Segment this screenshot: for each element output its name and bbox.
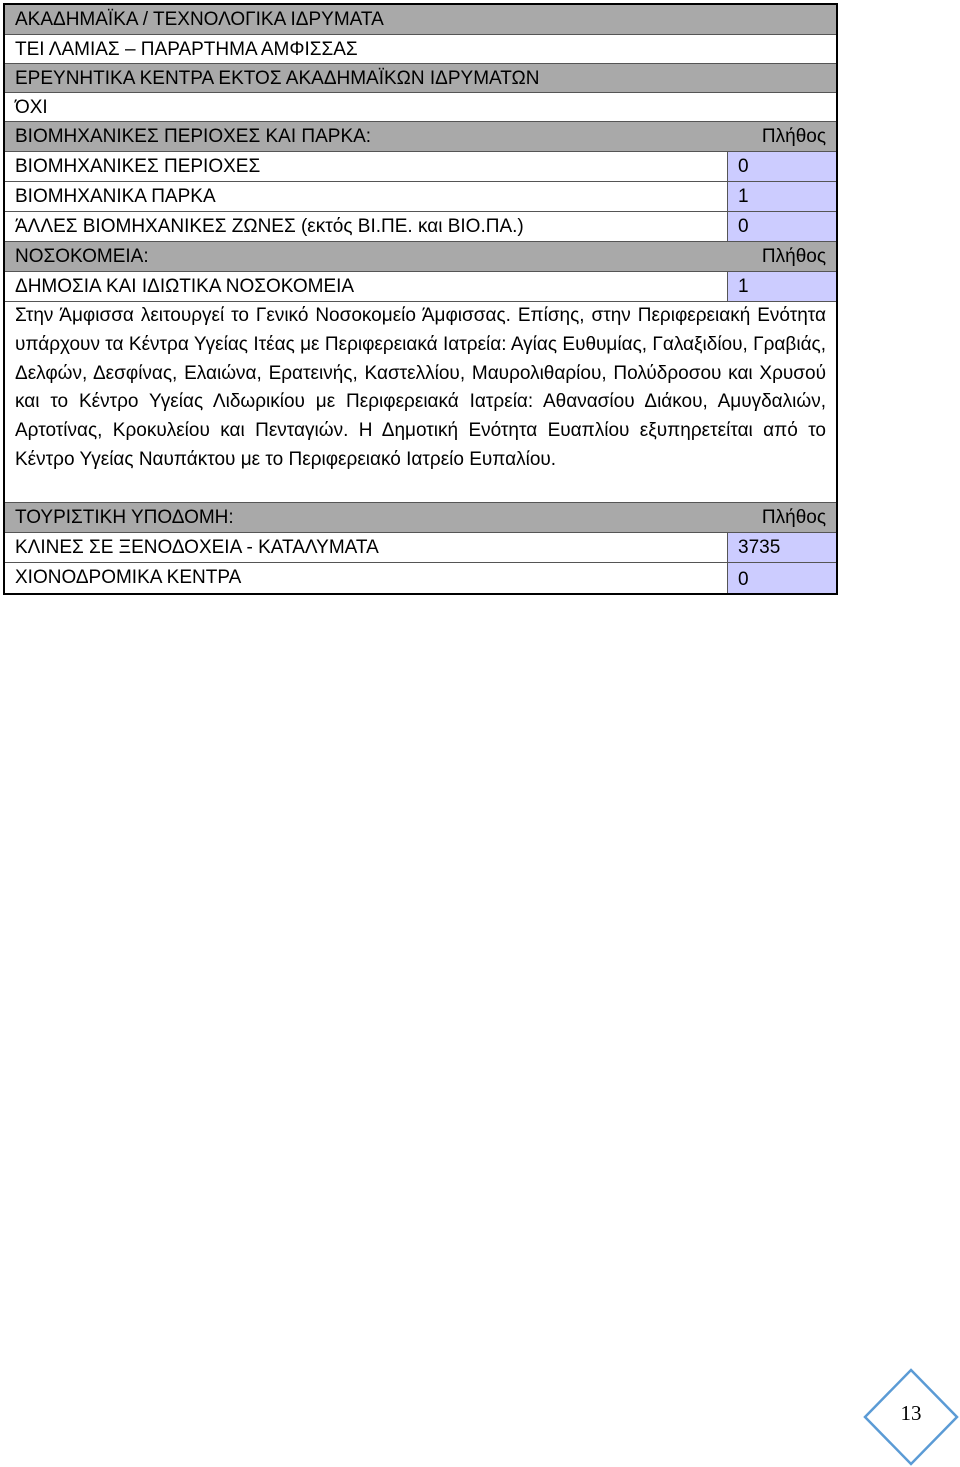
table-row bbox=[5, 271, 836, 301]
row-label: ΒΙΟΜΗΧΑΝΙΚΕΣ ΠΕΡΙΟΧΕΣ bbox=[5, 152, 728, 181]
research-centers-value: ΌΧΙ bbox=[15, 97, 48, 118]
row-value: 0 bbox=[728, 563, 836, 593]
statistics-table bbox=[3, 3, 838, 595]
hospitals-note: Στην Άμφισσα λειτουργεί το Γενικό Νοσοκομείο Άμφισσας. Επίσης, στην Περιφερειακή Ενότητα υπάρχουν τα Κέντρα Υγείας Ιτέας με Περιφερειακά Ιατρεία: Αγίας Ευθυμίας, Γαλαξιδίου, Γραβιάς, Δελφών, Δεσφίνας, Ελαιώνα, Ερατεινής, Καστελλίου, Μαυρολιθαρίου, Πολύδροσου και Χρυσού και το Κέντρο Υγείας Λιδωρικίου με Περιφερειακά Ιατρεία: Αθανασίου Διάκου, Αμυγδαλιών, Αρτοτίνας, Κροκυλείου και Πενταγιών. Η Δημοτική Ενότητα Ευαπλίου εξυπηρετείται από το Κέντρο Υγείας Ναυπάκτου με το Περιφερειακό Ιατρείο Ευπαλίου. bbox=[15, 305, 826, 470]
section-header-hospitals bbox=[5, 241, 836, 271]
section-header-academic bbox=[5, 5, 836, 34]
academic-institution-value: ΤΕΙ ΛΑΜΙΑΣ – ΠΑΡΑΡΤΗΜΑ ΑΜΦΙΣΣΑΣ bbox=[15, 39, 358, 60]
table-row bbox=[5, 532, 836, 562]
row-label: ΧΙΟΝΟΔΡΟΜΙΚΑ ΚΕΝΤΡΑ bbox=[5, 563, 728, 593]
section-header-industrial bbox=[5, 121, 836, 151]
academic-institutions-header: ΑΚΑΔΗΜΑΪΚΑ / ΤΕΧΝΟΛΟΓΙΚΑ ΙΔΡΥΜΑΤΑ bbox=[15, 9, 384, 30]
industrial-header: ΒΙΟΜΗΧΑΝΙΚΕΣ ΠΕΡΙΟΧΕΣ ΚΑΙ ΠΑΡΚΑ: bbox=[15, 126, 372, 147]
tourism-count-label: Πλήθος bbox=[761, 507, 826, 528]
row-value: 1 bbox=[728, 272, 836, 301]
row-label: ΔΗΜΟΣΙΑ ΚΑΙ ΙΔΙΩΤΙΚΑ ΝΟΣΟΚΟΜΕΙΑ bbox=[5, 272, 728, 301]
table-row bbox=[5, 211, 836, 241]
row-value: 1 bbox=[728, 182, 836, 211]
industrial-count-label: Πλήθος bbox=[761, 126, 826, 147]
table-row bbox=[5, 151, 836, 181]
tourism-header: ΤΟΥΡΙΣΤΙΚΗ ΥΠΟΔΟΜΗ: bbox=[15, 507, 234, 528]
row-label: ΚΛΙΝΕΣ ΣΕ ΞΕΝΟΔΟΧΕΙΑ - ΚΑΤΑΛΥΜΑΤΑ bbox=[5, 533, 728, 562]
table-row bbox=[5, 181, 836, 211]
row-value: 0 bbox=[728, 212, 836, 241]
research-centers-header: ΕΡΕΥΝΗΤΙΚΑ ΚΕΝΤΡΑ ΕΚΤΟΣ ΑΚΑΔΗΜΑΪΚΩΝ ΙΔΡΥΜΑΤΩΝ bbox=[15, 68, 540, 89]
table-row bbox=[5, 92, 836, 121]
row-value: 3735 bbox=[728, 533, 836, 562]
row-label: ΆΛΛΕΣ ΒΙΟΜΗΧΑΝΙΚΕΣ ΖΩΝΕΣ (εκτός ΒΙ.ΠΕ. και ΒΙΟ.ΠΑ.) bbox=[5, 212, 728, 241]
hospitals-count-label: Πλήθος bbox=[761, 246, 826, 267]
page-number: 13 bbox=[900, 1401, 922, 1425]
section-header-tourism bbox=[5, 502, 836, 532]
hospitals-header: ΝΟΣΟΚΟΜΕΙΑ: bbox=[15, 246, 149, 267]
table-row bbox=[5, 562, 836, 593]
row-label: ΒΙΟΜΗΧΑΝΙΚΑ ΠΑΡΚΑ bbox=[5, 182, 728, 211]
hospitals-note-row bbox=[5, 301, 836, 502]
row-value: 0 bbox=[728, 152, 836, 181]
table-row bbox=[5, 34, 836, 63]
section-header-research bbox=[5, 63, 836, 92]
